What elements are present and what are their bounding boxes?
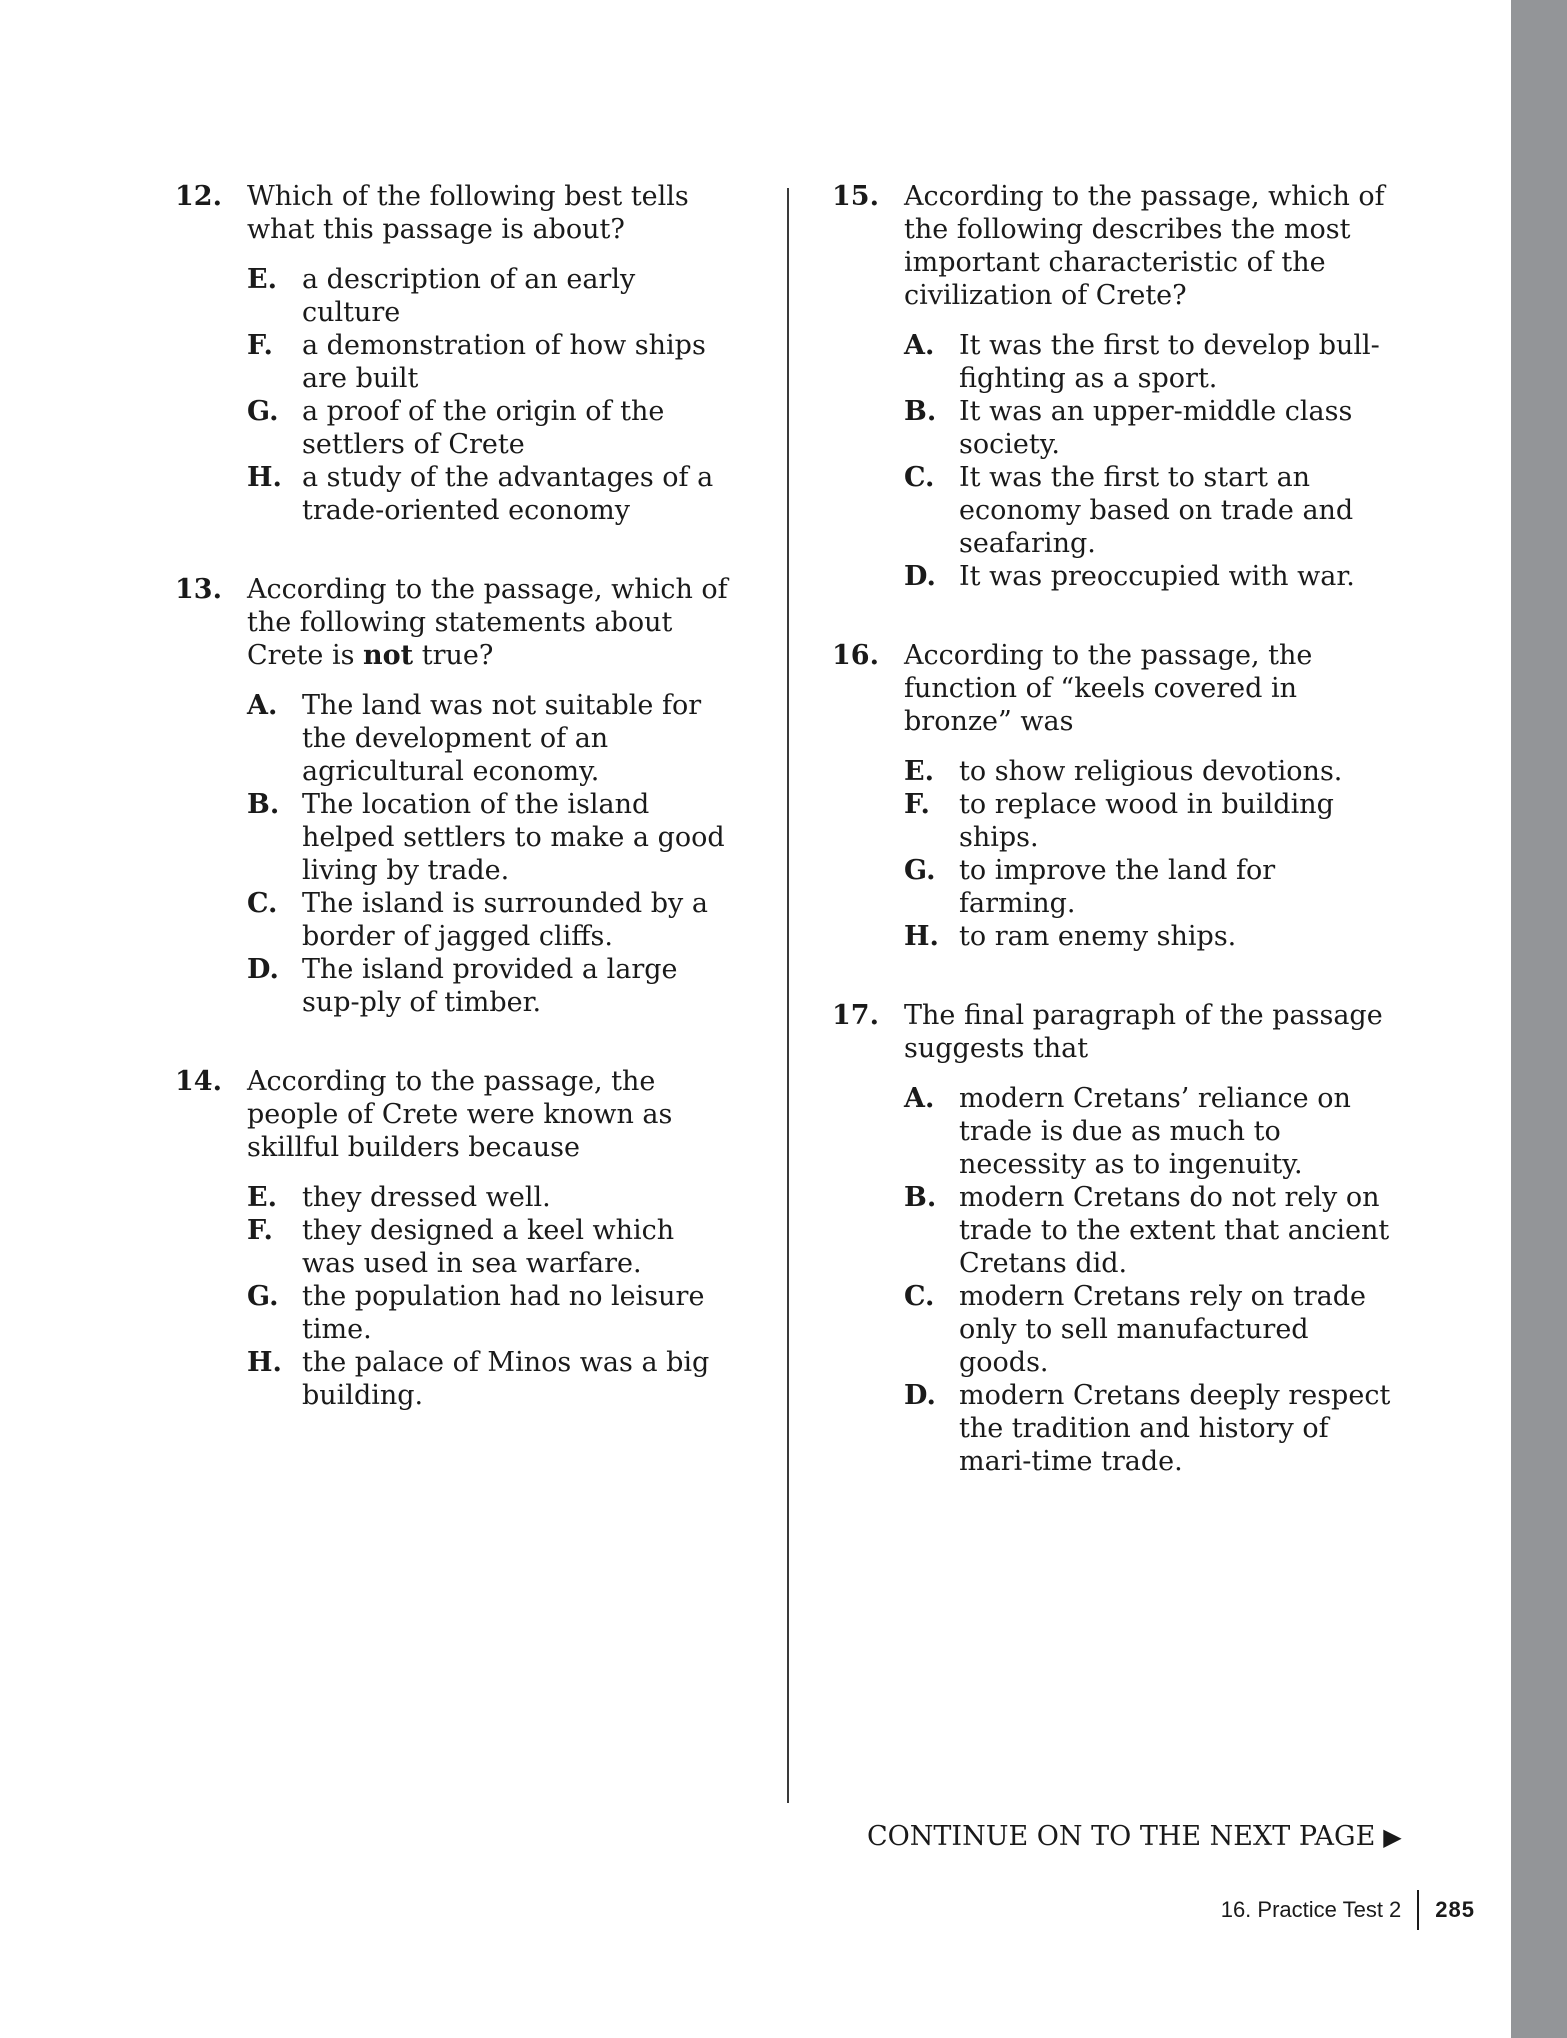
choice-text: modern Cretans rely on trade only to sell manufactured goods. [959,1281,1367,1378]
choice-text: The island is surrounded by a border of jagged cliffs. [302,888,708,952]
answer-choice [904,329,1392,395]
answer-choice [247,1181,735,1214]
question-number: 13. [175,574,222,605]
answer-choice [904,461,1392,560]
answer-choice [247,788,735,887]
question-15 [832,180,1392,593]
choice-letter: A. [247,690,278,721]
question-number: 17. [832,1000,879,1031]
question-16 [832,639,1392,953]
choice-letter: F. [247,1215,273,1246]
choice-letter: G. [904,855,936,886]
choice-text: to improve the land for farming. [959,855,1276,919]
answer-choice [247,263,735,329]
choice-letter: C. [904,1281,935,1312]
choice-text: the palace of Minos was a big building. [302,1347,710,1411]
choice-text: a proof of the origin of the settlers of Crete [302,396,665,460]
question-stem: Which of the following best tells what this passage is about? [247,181,689,245]
choice-letter: E. [247,1182,277,1213]
question-number: 14. [175,1066,222,1097]
choice-letter: E. [904,756,934,787]
left-column [175,180,735,1458]
answer-choice [904,1379,1392,1478]
question-14 [175,1065,735,1412]
choice-letter: A. [904,1083,935,1114]
choice-letter: A. [904,330,935,361]
choice-letter: G. [247,396,279,427]
answer-choice [247,887,735,953]
answer-choice [247,1214,735,1280]
answer-choice [904,1181,1392,1280]
side-tab [1511,0,1567,2038]
answer-choice [904,920,1392,953]
continue-prompt [867,1820,1402,1854]
continue-text: CONTINUE ON TO THE NEXT PAGE [867,1821,1376,1852]
choice-text: modern Cretans deeply respect the tradition and history of mari-time trade. [959,1380,1391,1477]
answer-choice [247,329,735,395]
answer-choices [247,689,735,1019]
page-footer [1221,1890,1475,1930]
choice-text: modern Cretans do not rely on trade to the extent that ancient Cretans did. [959,1182,1390,1279]
choice-letter: C. [904,462,935,493]
choice-text: a demonstration of how ships are built [302,330,706,394]
question-number: 16. [832,640,879,671]
answer-choice [904,854,1392,920]
emphasis-not: not [363,640,414,671]
answer-choice [247,1346,735,1412]
choice-letter: B. [904,1182,937,1213]
right-column [832,180,1392,1524]
question-stem: According to the passage, which of the following statements about Crete is not true? [247,574,728,671]
choice-text: to ram enemy ships. [959,921,1237,952]
choice-text: The location of the island helped settlers to make a good living by trade. [302,789,725,886]
choice-letter: D. [247,954,279,985]
choice-text: a description of an early culture [302,264,636,328]
choice-letter: D. [904,561,936,592]
question-number: 12. [175,181,222,212]
choice-text: The island provided a large sup-ply of timber. [302,954,678,1018]
choice-text: It was an upper-middle class society. [959,396,1353,460]
answer-choices [904,1082,1392,1478]
answer-choice [247,395,735,461]
question-number: 15. [832,181,879,212]
question-12 [175,180,735,527]
choice-letter: D. [904,1380,936,1411]
choice-text: they designed a keel which was used in sea warfare. [302,1215,675,1279]
choice-letter: G. [247,1281,279,1312]
column-divider [787,188,789,1803]
answer-choice [247,461,735,527]
answer-choices [904,755,1392,953]
question-stem: According to the passage, the people of Crete were known as skillful builders because [247,1066,673,1163]
question-17 [832,999,1392,1478]
answer-choice [247,689,735,788]
answer-choice [904,1280,1392,1379]
answer-choice [247,1280,735,1346]
answer-choices [904,329,1392,593]
choice-letter: H. [247,1347,282,1378]
answer-choice [904,755,1392,788]
choice-text: It was the first to start an economy based on trade and seafaring. [959,462,1354,559]
choice-text: It was the first to develop bull-fighting as a sport. [959,330,1380,394]
answer-choice [904,788,1392,854]
question-stem: The final paragraph of the passage suggests that [904,1000,1383,1064]
choice-letter: H. [904,921,939,952]
answer-choice [904,1082,1392,1181]
question-13 [175,573,735,1019]
answer-choices [247,263,735,527]
choice-letter: C. [247,888,278,919]
question-stem: According to the passage, the function of “keels covered in bronze” was [904,640,1313,737]
choice-text: they dressed well. [302,1182,551,1213]
answer-choice [904,560,1392,593]
choice-text: to show religious devotions. [959,756,1343,787]
choice-letter: F. [247,330,273,361]
choice-letter: E. [247,264,277,295]
question-stem: According to the passage, which of the following describes the most important characteristic of the civilization of Crete? [904,181,1385,311]
answer-choices [247,1181,735,1412]
choice-letter: F. [904,789,930,820]
answer-choice [247,953,735,1019]
choice-letter: B. [247,789,280,820]
choice-text: the population had no leisure time. [302,1281,705,1345]
choice-letter: B. [904,396,937,427]
page-number: 285 [1435,1897,1475,1922]
choice-text: modern Cretans’ reliance on trade is due as much to necessity as to ingenuity. [959,1083,1351,1180]
choice-text: to replace wood in building ships. [959,789,1334,853]
chapter-label: 16. Practice Test 2 [1220,1897,1402,1922]
choice-text: The land was not suitable for the development of an agricultural economy. [302,690,702,787]
choice-text: It was preoccupied with war. [959,561,1355,592]
choice-text: a study of the advantages of a trade-oriented economy [302,462,714,526]
choice-letter: H. [247,462,282,493]
answer-choice [904,395,1392,461]
right-triangle-arrow-icon: ▶ [1383,1823,1402,1851]
